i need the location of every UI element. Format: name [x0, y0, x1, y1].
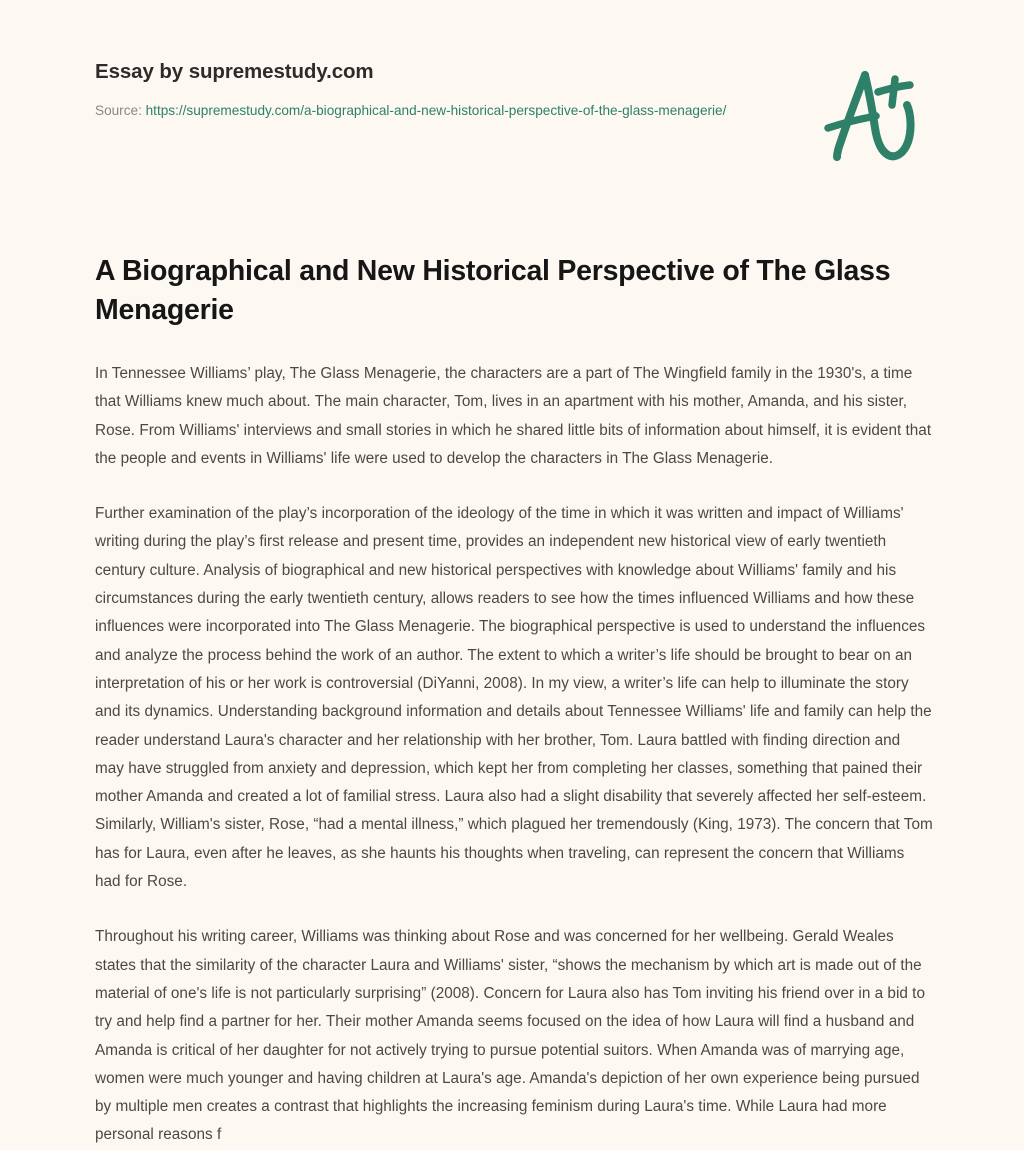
article — [95, 252, 933, 1150]
article-paragraph: Throughout his writing career, Williams was thinking about Rose and was concerned for her wellbeing. Gerald Weales states that the similarity of the character Laura and Williams' sister, “shows the mechanism by which art is made out of the material of one's life is not particularly surprising” (2008). Concern for Laura also has Tom inviting his friend over in a bid to try and help find a partner for her. Their mother Amanda seems focused on the idea of how Laura will find a husband and Amanda is critical of her daughter for not actively trying to pursue potential suitors. When Amanda was of marrying age, women were much younger and having children at Laura's age. Amanda's depiction of her own experience being pursued by multiple men creates a contrast that highlights the increasing feminism during Laura's time. While Laura had more personal reasons f — [95, 928, 925, 1144]
source-label: Source: — [95, 103, 146, 118]
page-title: A Biographical and New Historical Perspective of The Glass Menagerie — [95, 255, 891, 326]
article-paragraph: In Tennessee Williams’ play, The Glass Menagerie, the characters are a part of The Wingfield family in the 1930's, a time that Williams knew much about. The main character, Tom, lives in an apartment with his mother, Amanda, and his sister, Rose. From Williams' interviews and small stories in which he shared little bits of information about himself, it is evident that the people and events in Williams' life were used to develop the characters in The Glass Menagerie. — [95, 365, 932, 467]
source-url-link[interactable]: https://supremestudy.com/a-biographical-and-new-historical-perspective-of-the-glass-menagerie/ — [145, 103, 727, 118]
source-line — [95, 100, 767, 123]
article-body — [95, 360, 933, 1150]
byline-heading: Essay by supremestudy.com — [95, 60, 374, 83]
article-paragraph: Further examination of the play’s incorporation of the ideology of the time in which it was written and impact of Williams' writing during the play’s first release and present time, provides an independent new historical view of early twentieth century culture. Analysis of biographical and new historical perspectives with knowledge about Williams' family and his circumstances during the early twentieth century, allows readers to see how the times influenced Williams and how these influences were incorporated into The Glass Menagerie. The biographical perspective is used to understand the influences and analyze the process behind the work of an author. The extent to which a writer’s life should be brought to bear on an interpretation of his or her work is controversial (DiYanni, 2008). In my view, a writer’s life can help to illuminate the story and its dynamics. Understanding background information and details about Tennessee Williams' life and family can help the reader understand Laura's character and her relationship with her brother, Tom. Laura battled with finding direction and may have struggled from anxiety and depression, which kept her from completing her classes, something that pained their mother Amanda and created a lot of familial stress. Laura also had a slight disability that severely affected her self-esteem. Similarly, William's sister, Rose, “had a mental illness,” which plagued her tremendously (King, 1973). The concern that Tom has for Laura, even after he leaves, as she haunts his thoughts when traveling, can represent the concern that Williams had for Rose. — [95, 505, 933, 891]
a-plus-logo — [815, 58, 935, 170]
a-plus-logo-icon — [815, 58, 935, 170]
page-header — [95, 58, 795, 123]
